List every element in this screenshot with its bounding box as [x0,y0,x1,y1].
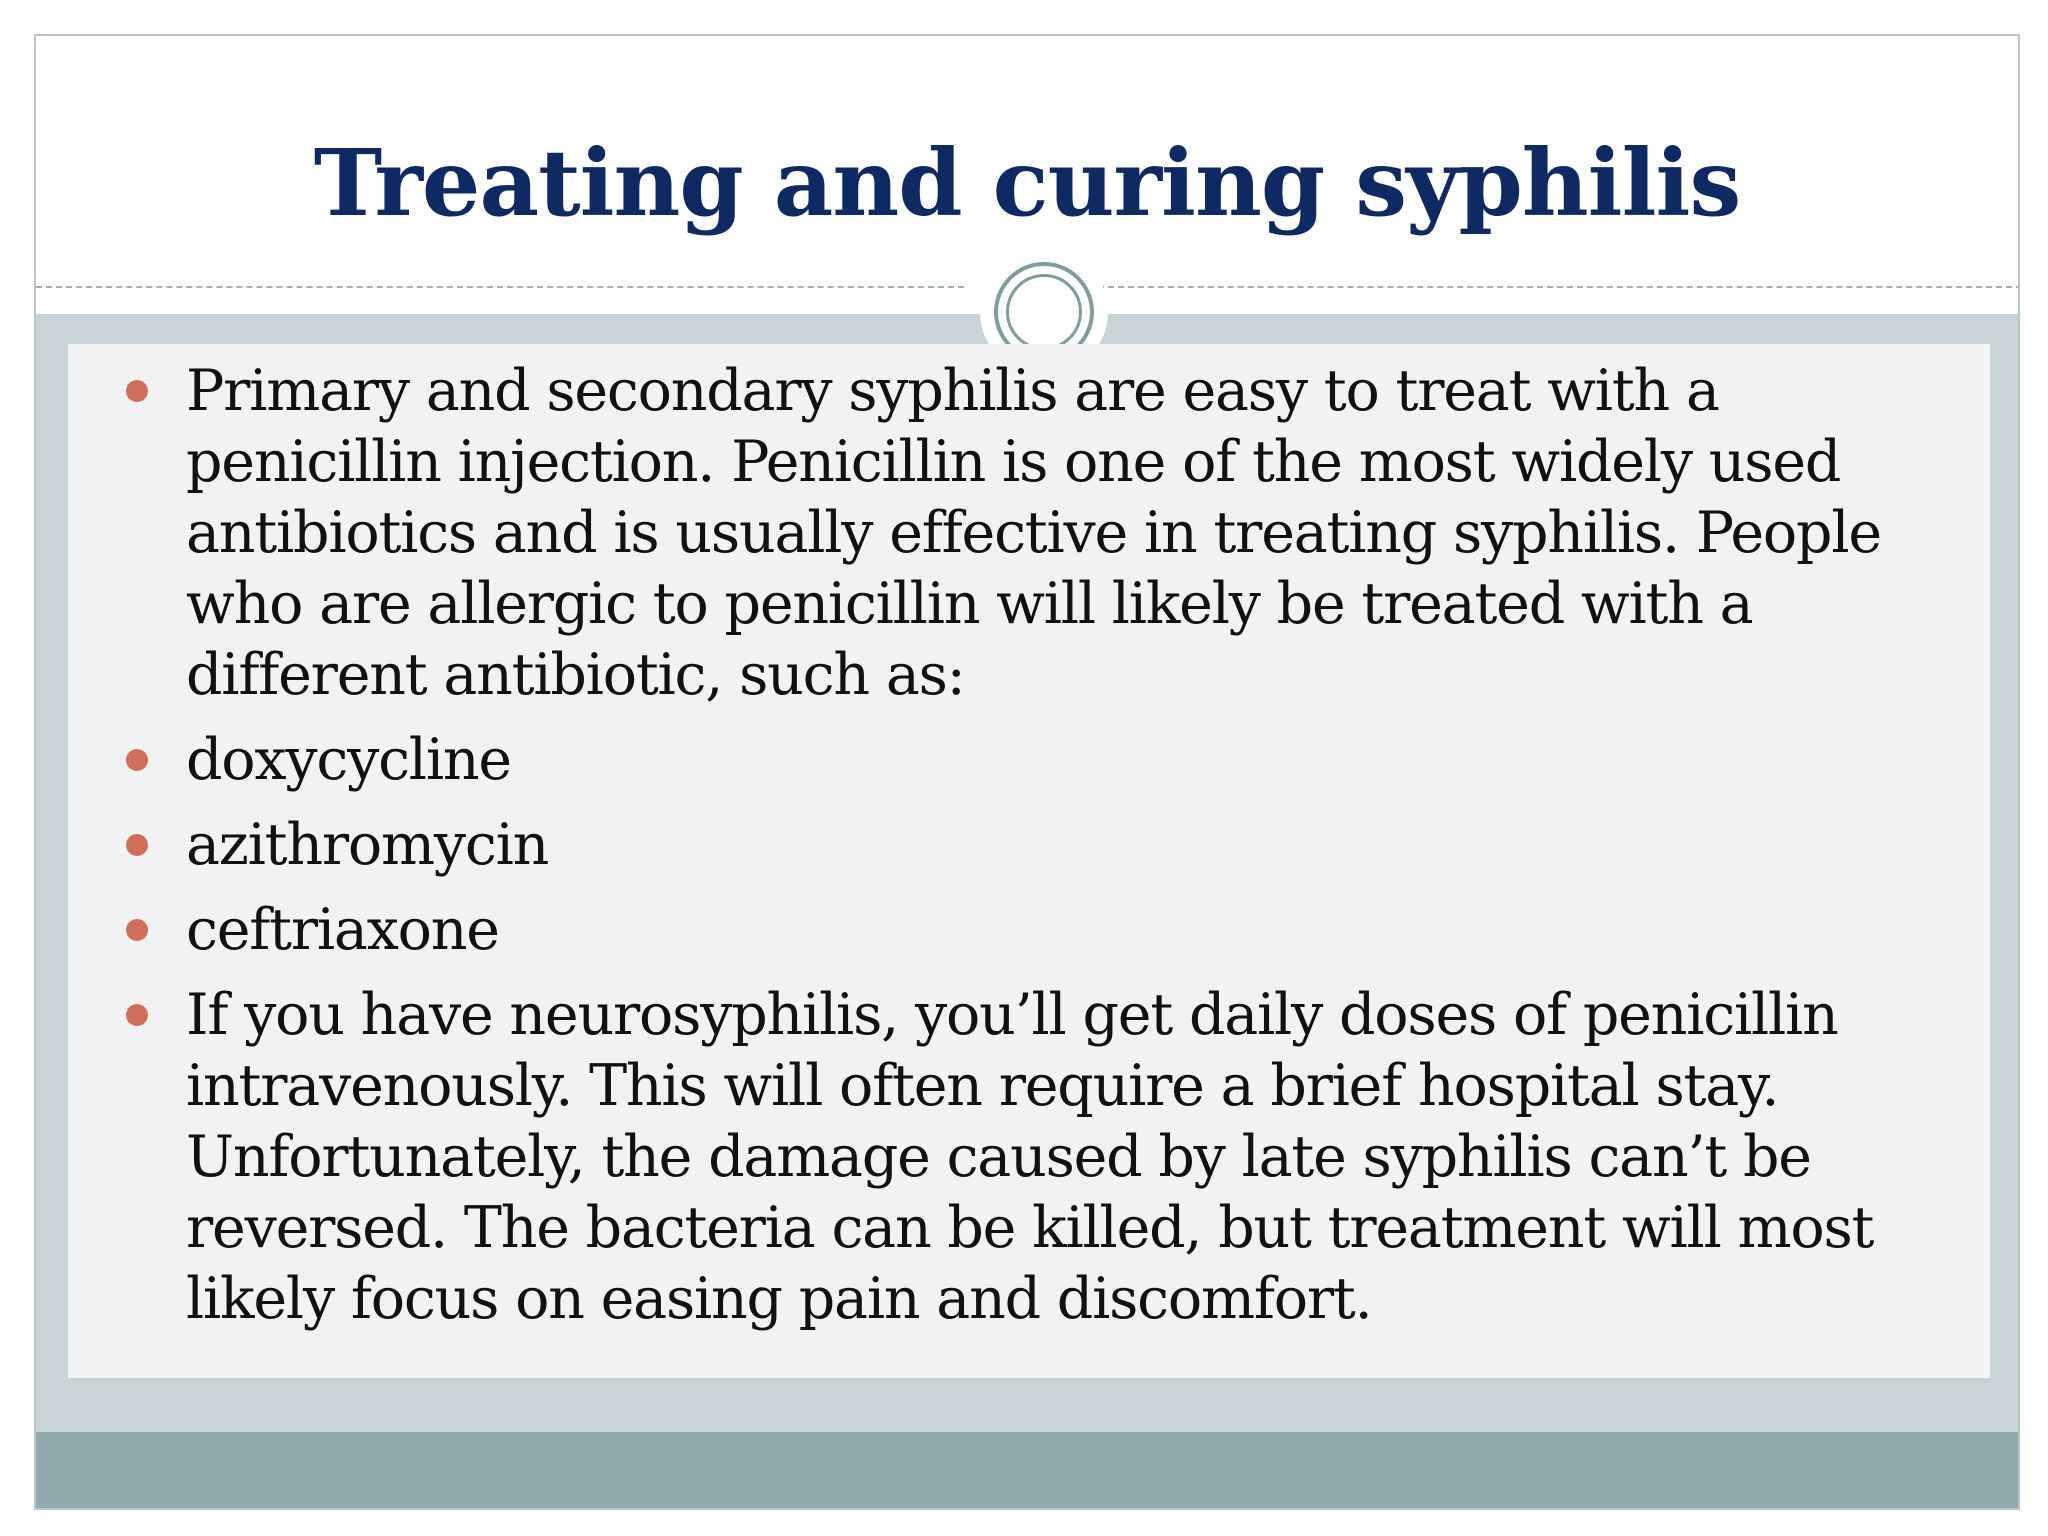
header-divider-right [1098,286,2020,288]
list-item [68,810,1968,881]
bullet-dot-icon [126,380,148,402]
list-item-text: doxycycline [186,727,511,793]
list-item-text: If you have neurosyphilis, you’ll get daily doses of penicillin intravenously. This will often require a brief hospital stay. Unfortunately, the damage caused by late syphilis can’t be reversed. The bacteria can be killed, but treatment will most likely focus on easing pain and discomfort. [186,982,1874,1332]
bullet-list [68,356,1968,1349]
slide-title: Treating and curing syphilis [313,129,1741,237]
list-item [68,725,1968,796]
bullet-dot-icon [126,919,148,941]
bullet-dot-icon [126,1004,148,1026]
bullet-dot-icon [126,834,148,856]
list-item-text: ceftriaxone [186,897,499,963]
header-divider-left [36,286,964,288]
content-panel [68,344,1990,1378]
slide [34,34,2020,1510]
bullet-dot-icon [126,749,148,771]
list-item-text: Primary and secondary syphilis are easy to treat with a penicillin injection. Penicillin is one of the most widely used antibiotics and is usually effective in treating syphilis. People who are allergic to penicillin will likely be treated with a different antibiotic, such as: [186,358,1881,708]
list-item-text: azithromycin [186,812,549,878]
footer-band [36,1432,2018,1510]
list-item [68,356,1968,711]
list-item [68,980,1968,1335]
list-item [68,895,1968,966]
circle-ornament-inner [1006,274,1082,350]
